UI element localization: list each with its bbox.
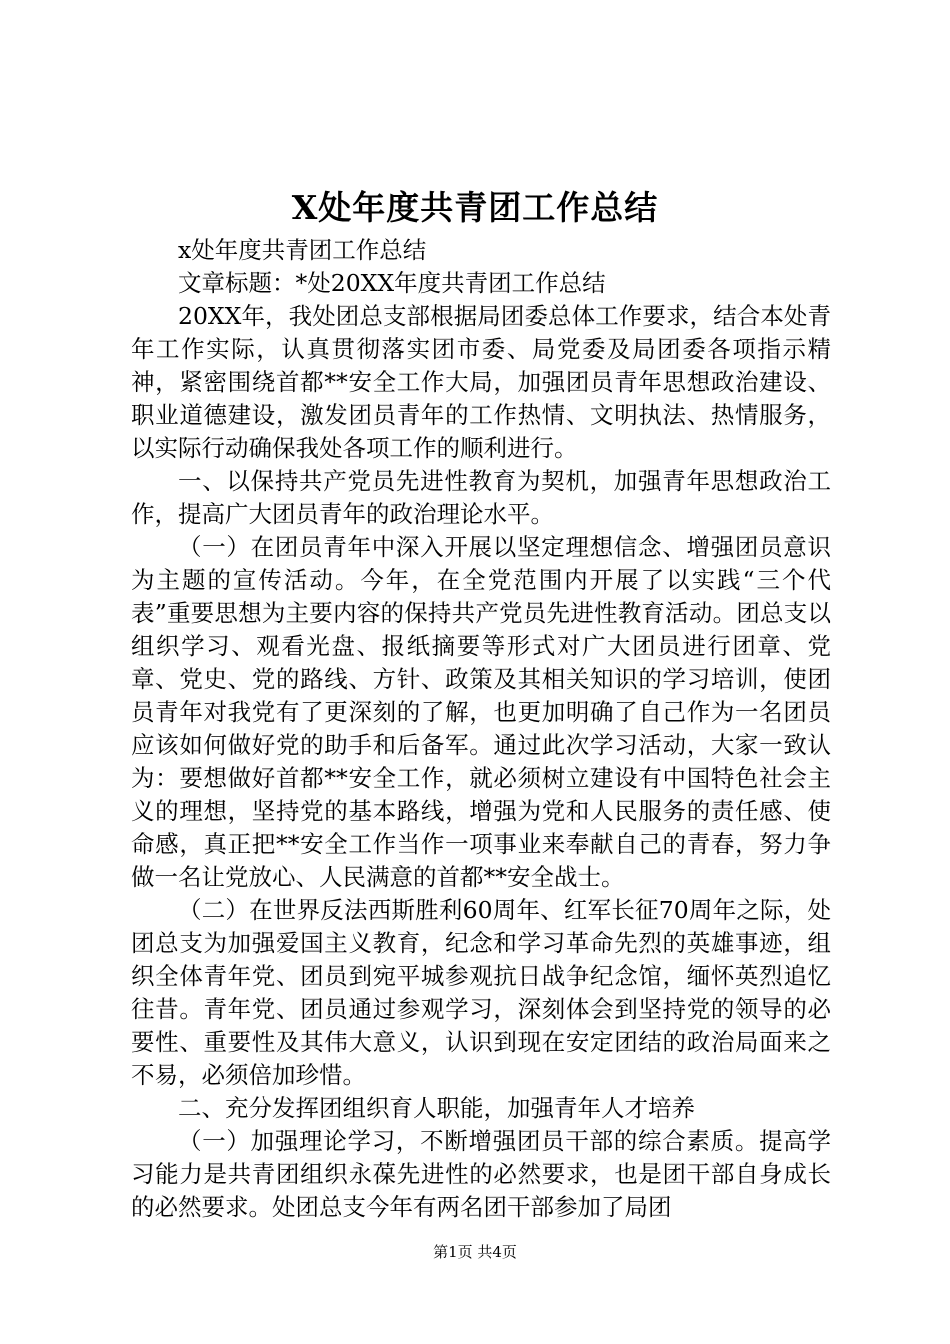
paragraph-section-two-item-one: （一）加强理论学习，不断增强团员干部的综合素质。提高学习能力是共青团组织永葆先进性的必然要求，也是团干部自身成长的必然要求。处团总支今年有两名团干部参加了局团 (131, 1127, 831, 1221)
document-body (131, 234, 831, 1224)
paragraph-section-one-item-one: （一）在团员青年中深入开展以坚定理想信念、增强团员意识为主题的宣传活动。今年，在全党范围内开展了以实践“三个代表”重要思想为主要内容的保持共产党员先进性教育活动。团总支以组织学习、观看光盘、报纸摘要等形式对广大团员进行团章、党章、党史、党的路线、方针、政策及其相关知识的学习培训，使团员青年对我党有了更深刻的了解，也更加明确了自己作为一名团员应该如何做好党的助手和后备军。通过此次学习活动，大家一致认为：要想做好首都**安全工作，就必须树立建设有中国特色社会主义的理想，坚持党的基本路线，增强为党和人民服务的责任感、使命感，真正把**安全工作当作一项事业来奉献自己的青春，努力争做一名让党放心、人民满意的首都**安全战士。 (131, 533, 831, 891)
page-footer: 第1页 共4页 (433, 1243, 517, 1261)
document-title: X处年度共青团工作总结 (291, 188, 659, 227)
paragraph-article-title: 文章标题：*处20XX年度共青团工作总结 (178, 269, 606, 297)
paragraph-section-one-heading: 一、以保持共产党员先进性教育为契机，加强青年思想政治工作，提高广大团员青年的政治理论水平。 (131, 467, 831, 528)
paragraph-subtitle: x处年度共青团工作总结 (178, 236, 427, 264)
paragraph-section-two-heading: 二、充分发挥团组织育人职能，加强青年人才培养 (178, 1094, 695, 1122)
paragraph-intro: 20XX年，我处团总支部根据局团委总体工作要求，结合本处青年工作实际，认真贯彻落实团市委、局党委及局团委各项指示精神，紧密围绕首都**安全工作大局，加强团员青年思想政治建设、职业道德建设，激发团员青年的工作热情、文明执法、热情服务，以实际行动确保我处各项工作的顺利进行。 (131, 302, 831, 462)
paragraph-section-one-item-two: （二）在世界反法西斯胜利60周年、红军长征70周年之际，处团总支为加强爱国主义教育，纪念和学习革命先烈的英雄事迹，组织全体青年党、团员到宛平城参观抗日战争纪念馆，缅怀英烈追忆往昔。青年党、团员通过参观学习，深刻体会到坚持党的领导的必要性、重要性及其伟大意义，认识到现在安定团结的政治局面来之不易，必须倍加珍惜。 (131, 896, 831, 1089)
